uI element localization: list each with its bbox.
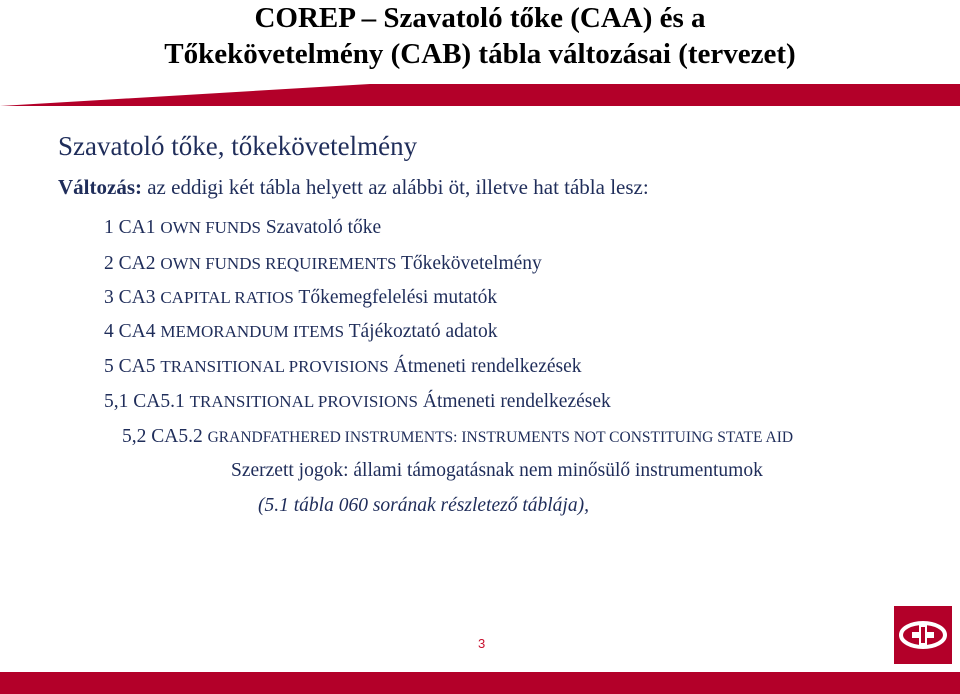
title-line-2: Tőkekövetelmény (CAB) tábla változásai (tervezet) [164, 38, 796, 70]
item-code: 1 CA1 [104, 217, 161, 238]
list-item [104, 217, 381, 239]
item-caps: TRANSITIONAL PROVISIONS [189, 392, 418, 411]
bottom-accent-bar [0, 672, 960, 694]
item-note: (5.1 tábla 060 sorának részletező táblája), [258, 495, 589, 516]
item-desc: Átmeneti rendelkezések [418, 391, 611, 412]
list-item [104, 321, 497, 343]
list-item [104, 287, 497, 309]
item-caps: TRANSITIONAL PROVISIONS [160, 357, 389, 376]
item-code: 2 CA2 [104, 253, 161, 274]
item-desc: Szavatoló tőke [260, 217, 382, 238]
list-item [104, 253, 542, 275]
item-desc: Tőkekövetelmény [396, 253, 542, 274]
item-caps: GRANDFATHERED INSTRUMENTS: INSTRUMENTS NOT CONSTITUING STATE AID [207, 429, 794, 446]
top-accent-bar [0, 84, 960, 106]
title-line-1: COREP – Szavatoló tőke (CAA) és a [254, 2, 706, 34]
list-item [104, 356, 582, 378]
page-number: 3 [478, 636, 486, 651]
item-continuation: Szerzett jogok: állami támogatásnak nem minősülő instrumentumok [231, 460, 763, 481]
item-desc: Tőkemegfelelési mutatók [293, 287, 498, 308]
intro-rest: az eddigi két tábla helyett az alábbi öt, illetve hat tábla lesz: [141, 175, 649, 199]
intro-bold: Változás: [58, 175, 142, 199]
item-code: 5,1 CA5.1 [104, 391, 190, 412]
item-caps: OWN FUNDS [160, 218, 261, 237]
item-caps: MEMORANDUM ITEMS [160, 322, 345, 341]
list-item [122, 426, 793, 448]
list-item [104, 391, 611, 413]
item-code: 5,2 CA5.2 [122, 426, 208, 447]
item-caps: OWN FUNDS REQUIREMENTS [160, 254, 397, 273]
item-code: 3 CA3 [104, 287, 161, 308]
item-caps: CAPITAL RATIOS [160, 288, 294, 307]
bank-logo-icon [894, 606, 952, 664]
item-code: 4 CA4 [104, 321, 161, 342]
item-code: 5 CA5 [104, 356, 161, 377]
item-desc: Átmeneti rendelkezések [388, 356, 582, 377]
item-desc: Tájékoztató adatok [344, 321, 498, 342]
intro-text [58, 175, 649, 200]
section-heading: Szavatoló tőke, tőkekövetelmény [58, 131, 418, 161]
